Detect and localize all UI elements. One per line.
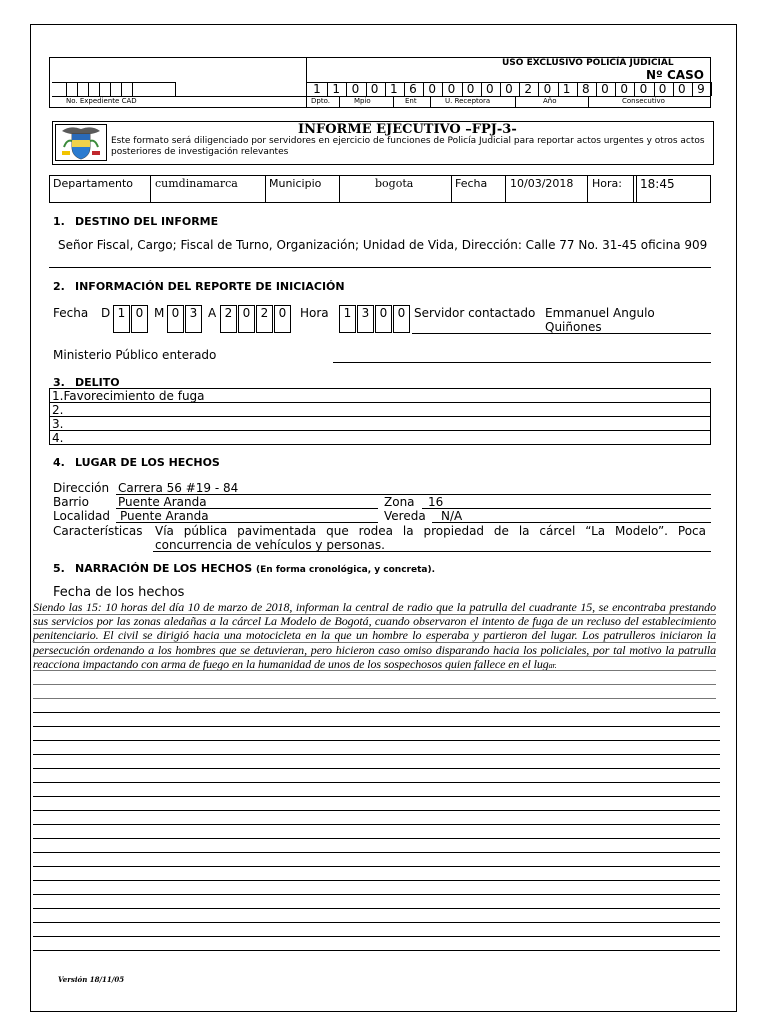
case-digit-separator xyxy=(538,82,539,96)
expediente-box-4 xyxy=(99,82,100,96)
blank-rule xyxy=(33,712,720,713)
section-4-number: 4. xyxy=(53,456,65,469)
colombia-crest-icon xyxy=(58,125,104,164)
narrative-tail: ar. xyxy=(548,660,557,670)
date-cell[interactable]: 1 xyxy=(113,305,130,333)
vereda-label: Vereda xyxy=(384,509,426,523)
delito-row-4[interactable]: 4. xyxy=(52,431,64,445)
case-digit: 8 xyxy=(581,82,590,96)
case-digit: 0 xyxy=(428,82,436,96)
case-digit-separator xyxy=(462,82,463,96)
case-digit-separator xyxy=(500,82,501,96)
case-digit-separator xyxy=(385,82,386,96)
case-label-separator xyxy=(430,96,431,108)
blank-rule xyxy=(33,880,720,881)
receptora-label: U. Receptora xyxy=(445,97,491,105)
case-digit: 1 xyxy=(313,82,321,96)
a-label: A xyxy=(208,306,217,320)
dpto-label: Dpto. xyxy=(311,97,330,105)
case-digit: 0 xyxy=(639,82,648,96)
case-digit-separator xyxy=(404,82,405,96)
section-5-number: 5. xyxy=(53,562,65,575)
direccion-field[interactable]: Carrera 56 #19 - 84 xyxy=(118,481,239,495)
date-cell[interactable]: 0 xyxy=(274,305,291,333)
caracteristicas-field[interactable] xyxy=(155,524,706,552)
section-5-title: NARRACIÓN DE LOS HECHOS xyxy=(75,562,253,575)
case-digit: 1 xyxy=(562,82,571,96)
case-digit: 0 xyxy=(466,82,475,96)
form-title: INFORME EJECUTIVO –FPJ-3- xyxy=(298,122,517,137)
blank-rule xyxy=(33,796,720,797)
localidad-label: Localidad xyxy=(53,509,111,523)
m-label: M xyxy=(154,306,165,320)
case-digit-separator xyxy=(366,82,367,96)
blank-rule xyxy=(33,894,720,895)
case-digit: 0 xyxy=(370,82,379,96)
case-digit-separator xyxy=(327,82,328,96)
expediente-box-8 xyxy=(175,82,176,96)
date-cell[interactable]: 0 xyxy=(393,305,410,333)
case-digit: 1 xyxy=(389,82,398,96)
destino-field[interactable]: Señor Fiscal, Cargo; Fiscal de Turno, Organización; Unidad de Vida, Dirección: Calle 77 No. 31-45 oficina 909 xyxy=(58,238,708,252)
d-label: D xyxy=(101,306,111,320)
anio-label: Año xyxy=(543,97,557,105)
delito-row-2[interactable]: 2. xyxy=(52,403,64,417)
case-digit-separator xyxy=(442,82,443,96)
mpio-label: Mpio xyxy=(354,97,371,105)
blank-rule xyxy=(33,852,720,853)
case-digit-separator xyxy=(519,82,520,96)
expediente-box-2 xyxy=(77,82,78,96)
blank-rule xyxy=(33,726,720,727)
case-digit: 0 xyxy=(658,82,667,96)
servidor-line-1[interactable]: Emmanuel Angulo xyxy=(545,306,655,320)
case-digit: 6 xyxy=(409,82,417,96)
uso-exclusivo-label: USO EXCLUSIVO POLICÍA JUDICIAL xyxy=(502,58,674,68)
blank-rule xyxy=(33,936,720,937)
direccion-label: Dirección xyxy=(53,481,110,495)
departamento-label: Departamento xyxy=(53,177,134,190)
case-digit: 0 xyxy=(505,82,513,96)
case-digit-separator xyxy=(692,82,693,96)
narrative-rule xyxy=(33,614,716,615)
expediente-box-3 xyxy=(88,82,89,96)
case-digit-separator xyxy=(346,82,347,96)
section-1-heading xyxy=(53,215,218,228)
form-description: Este formato será diligenciado por servidores en ejercicio de funciones de Policía Judicial para reportar actos urgentes y otros actos posteriores de investigación relevantes xyxy=(111,136,705,157)
blank-rule xyxy=(33,838,720,839)
zona-field[interactable]: 16 xyxy=(428,495,444,509)
case-digit-separator xyxy=(615,82,616,96)
ministerio-label: Ministerio Público enterado xyxy=(53,348,217,362)
blank-rule xyxy=(33,866,720,867)
case-digit-separator xyxy=(481,82,482,96)
narrative-rule xyxy=(33,628,716,629)
vereda-field[interactable]: N/A xyxy=(441,509,463,523)
section-3-title: DELITO xyxy=(75,376,120,389)
blank-rule xyxy=(33,740,720,741)
fecha-hechos-label: Fecha de los hechos xyxy=(53,585,185,600)
date-cell[interactable]: 0 xyxy=(167,305,184,333)
ent-label: Ent xyxy=(405,97,417,105)
hora-field[interactable]: 18:45 xyxy=(640,177,675,191)
version-label: Versión 18/11/05 xyxy=(58,975,125,984)
blank-rule xyxy=(33,824,720,825)
date-cell[interactable]: 0 xyxy=(131,305,148,333)
reporte-fecha-label: Fecha xyxy=(53,306,89,320)
municipio-field[interactable]: bogota xyxy=(375,177,414,190)
fecha-field[interactable]: 10/03/2018 xyxy=(510,177,574,190)
section-4-heading xyxy=(53,456,220,469)
expediente-label: No. Expediente CAD xyxy=(66,97,137,105)
case-digit: 0 xyxy=(620,82,628,96)
departamento-field[interactable]: cumdinamarca xyxy=(155,177,238,190)
case-digit: 0 xyxy=(543,82,552,96)
localidad-field[interactable]: Puente Aranda xyxy=(120,509,209,523)
servidor-label: Servidor contactado xyxy=(414,306,536,320)
blank-rule xyxy=(33,754,720,755)
section-4-title: LUGAR DE LOS HECHOS xyxy=(75,456,220,469)
section-1-title: DESTINO DEL INFORME xyxy=(75,215,219,228)
barrio-field[interactable]: Puente Aranda xyxy=(118,495,207,509)
expediente-box-5 xyxy=(110,82,111,96)
section-5-heading xyxy=(53,562,435,575)
caracteristicas-label: Características xyxy=(53,524,143,538)
fecha-label: Fecha xyxy=(455,177,488,190)
narrative-text: Siendo las 15: 10 horas del día 10 de marzo de 2018, informan la central de radio que la patrulla del cuadrante 15, se encontraba prestando sus servicios por las zonas aledañas a la cárcel La Modelo de Bogotá, cuando observaron el intento de fuga de un recluso del establecimiento penitenciario. El civil se dirigió hacia una motocicleta en la que un hombre lo esperaba y partieron del lugar. Los patrulleros iniciaron la persecución ordenando a los hombres que se detuvieran, pero hicieron caso omiso disparando hacia los policiales, por tal motivo la patrulla reacciona impactando con arma de fuego en la humanidad de unos de los sospechosos quien fallece en el lug xyxy=(33,600,716,671)
section-1-number: 1. xyxy=(53,215,65,228)
case-label-separator xyxy=(393,96,394,108)
case-digit-separator xyxy=(673,82,674,96)
case-digit-separator xyxy=(654,82,655,96)
no-caso-label: Nº CASO xyxy=(646,68,704,82)
section-3-number: 3. xyxy=(53,376,65,389)
case-label-separator xyxy=(588,96,589,108)
case-digit-separator xyxy=(596,82,597,96)
narrative-rule xyxy=(33,684,716,685)
case-digit-separator xyxy=(558,82,559,96)
date-cell[interactable]: 0 xyxy=(375,305,392,333)
case-label-separator xyxy=(515,96,516,108)
caracteristicas-line-1: Vía pública pavimentada que rodea la propiedad de la cárcel “La Modelo”. Poca xyxy=(155,524,706,538)
date-cell[interactable]: 2 xyxy=(256,305,273,333)
hora-label: Hora: xyxy=(592,177,622,190)
case-digit: 0 xyxy=(601,82,609,96)
barrio-label: Barrio xyxy=(53,495,89,509)
narrative-rule xyxy=(33,656,716,657)
blank-rule xyxy=(33,922,720,923)
blank-rule xyxy=(33,768,720,769)
servidor-line-2[interactable]: Quiñones xyxy=(545,320,602,334)
expediente-box-6 xyxy=(121,82,122,96)
narrative-rule xyxy=(33,698,716,699)
narrative-rule xyxy=(33,642,716,643)
blank-rule xyxy=(33,810,720,811)
narrative-field[interactable] xyxy=(33,600,716,673)
blank-rule xyxy=(33,782,720,783)
section-2-title: INFORMACIÓN DEL REPORTE DE INICIACIÓN xyxy=(75,280,345,293)
case-digit-separator xyxy=(423,82,424,96)
date-cell[interactable]: 3 xyxy=(185,305,202,333)
case-digit: 0 xyxy=(677,82,686,96)
case-digit: 1 xyxy=(332,82,340,96)
section-2-heading xyxy=(53,280,345,293)
case-digit-separator xyxy=(634,82,635,96)
zona-label: Zona xyxy=(384,495,415,509)
case-digit: 0 xyxy=(447,82,456,96)
delito-row-1[interactable]: 1.Favorecimiento de fuga xyxy=(52,389,205,403)
narrative-rule xyxy=(33,670,716,671)
case-digit: 2 xyxy=(524,82,532,96)
expediente-box-7 xyxy=(132,82,133,96)
case-digit-separator xyxy=(577,82,578,96)
case-digit: 9 xyxy=(697,82,705,96)
blank-rule xyxy=(33,908,720,909)
caracteristicas-line-2: concurrencia de vehículos y personas. xyxy=(155,538,385,552)
case-digit-separator xyxy=(711,82,712,96)
expediente-box-1 xyxy=(66,82,67,96)
reporte-hora-label: Hora xyxy=(300,306,329,320)
consecutivo-label: Consecutivo xyxy=(622,97,665,105)
date-cell[interactable]: 3 xyxy=(357,305,374,333)
section-5-subtitle: (En forma cronológica, y concreta). xyxy=(256,565,435,575)
municipio-label: Municipio xyxy=(269,177,322,190)
delito-row-3[interactable]: 3. xyxy=(52,417,64,431)
section-2-number: 2. xyxy=(53,280,65,293)
date-cell[interactable]: 0 xyxy=(238,305,255,333)
date-cell[interactable]: 2 xyxy=(220,305,237,333)
case-digit: 0 xyxy=(351,82,360,96)
case-label-separator xyxy=(339,96,340,108)
date-cell[interactable]: 1 xyxy=(339,305,356,333)
case-digit: 0 xyxy=(485,82,494,96)
blank-rule xyxy=(33,950,720,951)
